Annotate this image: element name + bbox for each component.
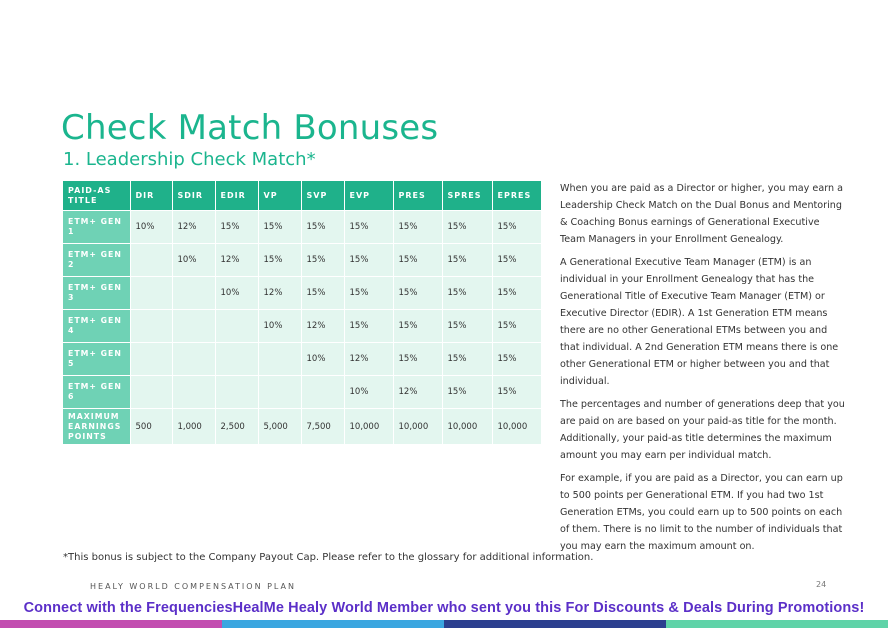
table-header-row bbox=[63, 181, 541, 211]
column-header: SVP bbox=[301, 181, 344, 211]
table-cell: 15% bbox=[393, 277, 442, 310]
table-cell: 15% bbox=[393, 211, 442, 244]
table-row bbox=[63, 277, 541, 310]
table-row bbox=[63, 343, 541, 376]
row-label: ETM+ GEN 6 bbox=[63, 376, 130, 409]
table-cell: 15% bbox=[344, 244, 393, 277]
table-cell: 15% bbox=[393, 343, 442, 376]
table-cell: 12% bbox=[344, 343, 393, 376]
table-cell: 1,000 bbox=[172, 409, 215, 445]
table-cell: 15% bbox=[344, 211, 393, 244]
row-label: ETM+ GEN 1 bbox=[63, 211, 130, 244]
table-cell bbox=[130, 376, 172, 409]
paragraph: For example, if you are paid as a Director, you can earn up to 500 points per Generational ETM. If you had two 1st Generation ETMs, you could earn up to 500 points on each of them. There is no limit to the number of individuals that you may earn the maximum amount on. bbox=[560, 473, 843, 552]
row-label: ETM+ GEN 2 bbox=[63, 244, 130, 277]
table-cell: 500 bbox=[130, 409, 172, 445]
table-cell: 15% bbox=[442, 376, 492, 409]
promo-banner: Connect with the FrequenciesHealMe Healy World Member who sent you this For Discounts & Deals During Promotions! bbox=[23, 600, 865, 616]
column-header: EVP bbox=[344, 181, 393, 211]
table-cell: 7,500 bbox=[301, 409, 344, 445]
table-cell: 15% bbox=[492, 211, 541, 244]
paragraph: The percentages and number of generations deep that you are paid on are based on your paid-as title for the month. Additionally, your paid-as title determines the maximum amount you may earn per individual match. bbox=[560, 399, 845, 461]
table-cell bbox=[215, 310, 258, 343]
paragraph: A Generational Executive Team Manager (ETM) is an individual in your Enrollment Genealogy that has the Generational Title of Executive Team Manager (ETM) or Executive Director (EDIR). A 1st Generation ETM means there are no other Generational ETMs between you and that individual. A 2nd Generation ETM means there is one other Generational ETM or higher between you and that individual. bbox=[560, 257, 839, 387]
row-label: ETM+ GEN 4 bbox=[63, 310, 130, 343]
corner-header: PAID-AS TITLE bbox=[63, 181, 130, 211]
column-header: DIR bbox=[130, 181, 172, 211]
table-cell: 15% bbox=[492, 277, 541, 310]
row-label: ETM+ GEN 5 bbox=[63, 343, 130, 376]
table-cell: 12% bbox=[172, 211, 215, 244]
table-row bbox=[63, 376, 541, 409]
table-cell bbox=[130, 277, 172, 310]
table-cell: 15% bbox=[492, 310, 541, 343]
table-cell: 15% bbox=[344, 310, 393, 343]
table-cell: 15% bbox=[442, 244, 492, 277]
explanation-text bbox=[560, 180, 846, 561]
table-cell bbox=[172, 310, 215, 343]
table-cell: 10% bbox=[301, 343, 344, 376]
table-cell: 15% bbox=[492, 376, 541, 409]
table-cell: 10% bbox=[258, 310, 301, 343]
color-bar bbox=[0, 620, 222, 628]
table-cell bbox=[258, 343, 301, 376]
table-cell: 10,000 bbox=[442, 409, 492, 445]
leadership-check-match-table bbox=[63, 181, 542, 445]
table-cell: 15% bbox=[442, 310, 492, 343]
table-cell: 15% bbox=[492, 244, 541, 277]
table-cell: 10% bbox=[344, 376, 393, 409]
table-cell: 15% bbox=[301, 277, 344, 310]
table-cell: 10% bbox=[215, 277, 258, 310]
paragraph: When you are paid as a Director or higher, you may earn a Leadership Check Match on the Dual Bonus and Mentoring & Coaching Bonus earnings of Generational Executive Team Managers in your Enrollment Genealogy. bbox=[560, 183, 843, 245]
table-cell: 15% bbox=[393, 310, 442, 343]
table-cell bbox=[215, 343, 258, 376]
table-cell bbox=[130, 310, 172, 343]
table-cell: 15% bbox=[215, 211, 258, 244]
table-cell: 5,000 bbox=[258, 409, 301, 445]
table-cell: 12% bbox=[258, 277, 301, 310]
table-cell: 2,500 bbox=[215, 409, 258, 445]
table-cell: 15% bbox=[492, 343, 541, 376]
table-cell: 15% bbox=[258, 244, 301, 277]
color-bar bbox=[444, 620, 666, 628]
table-cell: 15% bbox=[442, 343, 492, 376]
column-header: SDIR bbox=[172, 181, 215, 211]
table-cell bbox=[301, 376, 344, 409]
table-cell: 10,000 bbox=[344, 409, 393, 445]
table-row bbox=[63, 211, 541, 244]
table-row bbox=[63, 310, 541, 343]
table-cell bbox=[258, 376, 301, 409]
column-header: SPRES bbox=[442, 181, 492, 211]
row-label: MAXIMUM EARNINGS POINTS bbox=[63, 409, 130, 445]
footer-label: HEALY WORLD COMPENSATION PLAN bbox=[90, 582, 297, 591]
table-cell: 15% bbox=[344, 277, 393, 310]
table-cell: 12% bbox=[215, 244, 258, 277]
table-row-maximum bbox=[63, 409, 541, 445]
page-title: Check Match Bonuses bbox=[61, 108, 439, 148]
column-header: VP bbox=[258, 181, 301, 211]
table-row bbox=[63, 244, 541, 277]
table-cell: 10% bbox=[172, 244, 215, 277]
footnote: *This bonus is subject to the Company Payout Cap. Please refer to the glossary for additional information. bbox=[63, 552, 594, 563]
column-header: EDIR bbox=[215, 181, 258, 211]
table-cell bbox=[130, 244, 172, 277]
table-cell: 15% bbox=[393, 244, 442, 277]
column-header: PRES bbox=[393, 181, 442, 211]
table-cell: 15% bbox=[258, 211, 301, 244]
column-header: EPRES bbox=[492, 181, 541, 211]
table-cell: 15% bbox=[442, 211, 492, 244]
table-cell bbox=[172, 277, 215, 310]
table-cell: 15% bbox=[301, 244, 344, 277]
table-cell bbox=[172, 376, 215, 409]
row-label: ETM+ GEN 3 bbox=[63, 277, 130, 310]
color-bar bbox=[666, 620, 888, 628]
table-cell bbox=[130, 343, 172, 376]
table-cell: 15% bbox=[442, 277, 492, 310]
color-bar bbox=[222, 620, 444, 628]
table-cell: 15% bbox=[301, 211, 344, 244]
table-cell: 10% bbox=[130, 211, 172, 244]
color-bar-strip bbox=[0, 620, 888, 628]
table-cell: 12% bbox=[393, 376, 442, 409]
table-cell bbox=[215, 376, 258, 409]
table-cell: 10,000 bbox=[393, 409, 442, 445]
section-subtitle: 1. Leadership Check Match* bbox=[63, 149, 316, 170]
page-number: 24 bbox=[816, 580, 827, 589]
table-cell bbox=[172, 343, 215, 376]
table-cell: 10,000 bbox=[492, 409, 541, 445]
table-cell: 12% bbox=[301, 310, 344, 343]
